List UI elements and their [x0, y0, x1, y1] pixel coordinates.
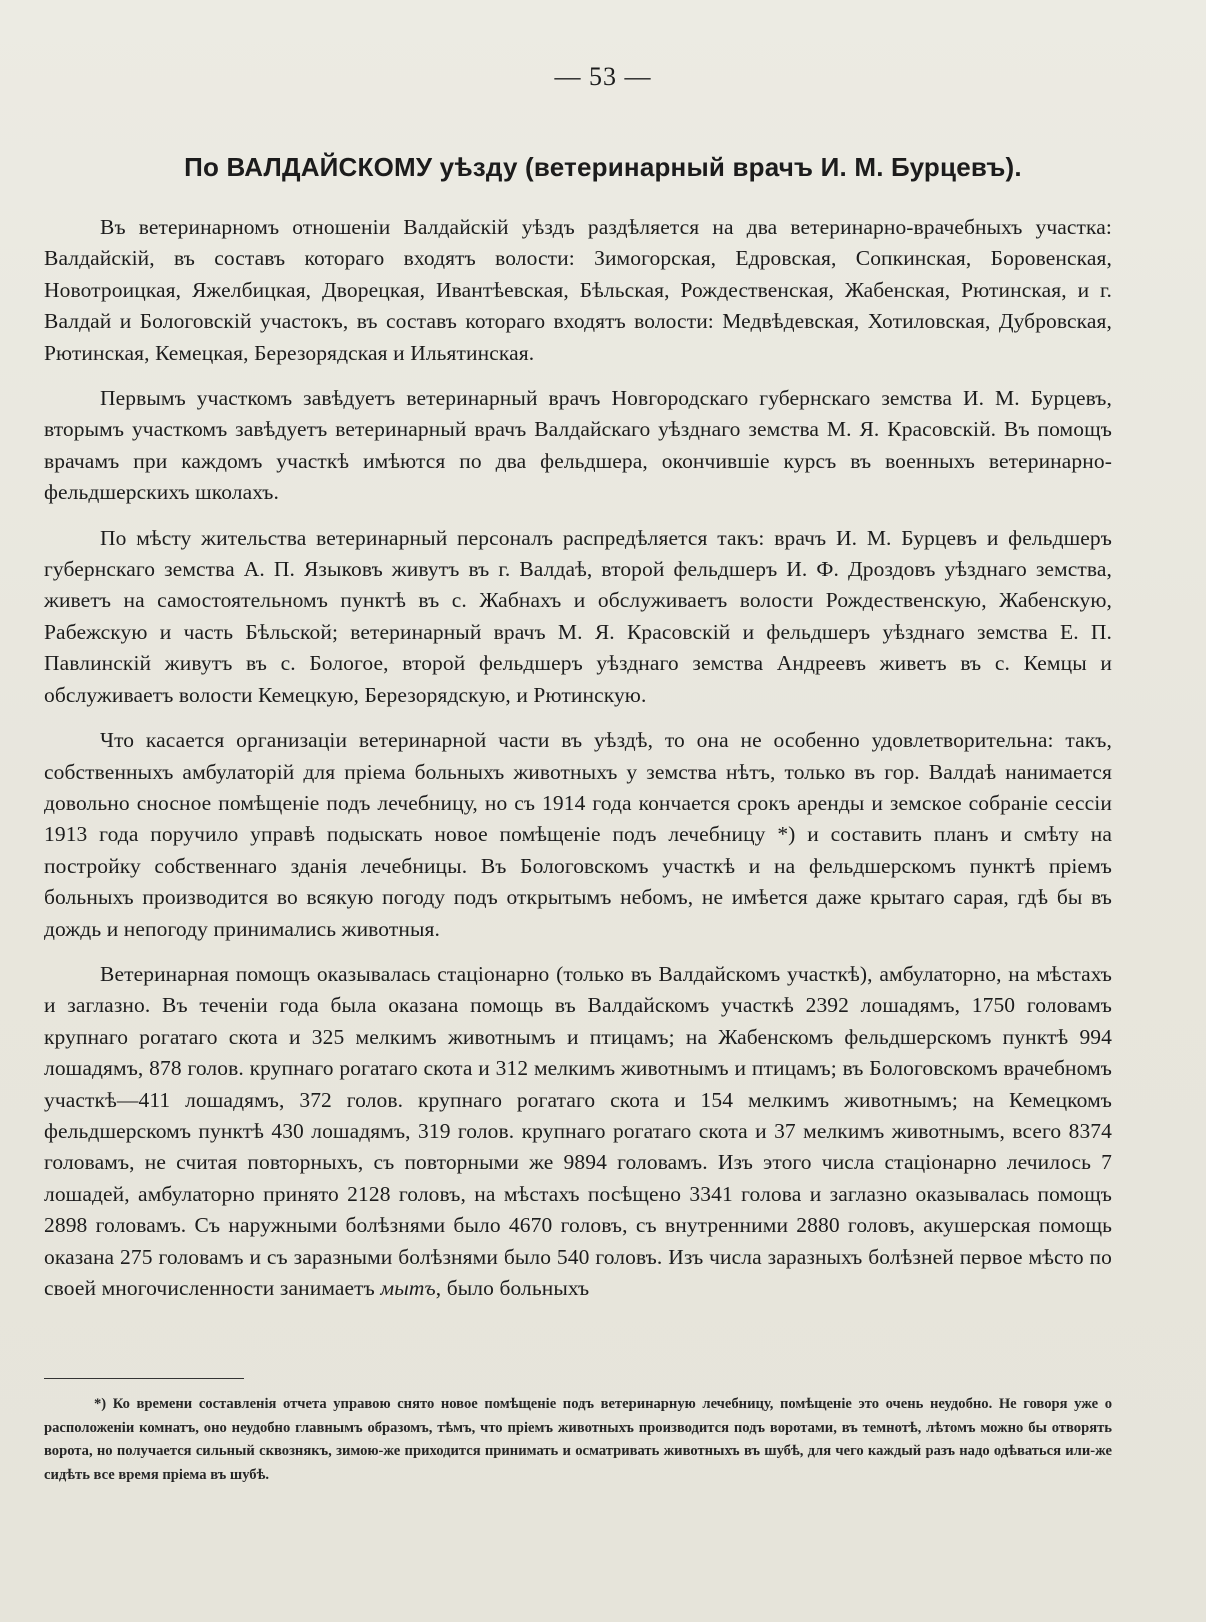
paragraph-3: По мѣсту жительства ветеринарный персоналъ распредѣляется такъ: врачъ И. М. Бурцевъ и фельдшеръ губернскаго земства А. П. Языковъ живутъ въ г. Валдаѣ, второй фельдшеръ И. Ф. Дроздовъ уѣзднаго земства, живетъ на самостоятельномъ пунктѣ въ с. Жабнахъ и обслуживаетъ волости Рождественскую, Жабенскую, Рабежскую и часть Бѣльской; ветеринарный врачъ М. Я. Красовскій и фельдшеръ уѣзднаго земства Е. П. Павлинскій живутъ въ с. Бологое, второй фельдшеръ уѣзднаго земства Андреевъ живетъ въ с. Кемцы и обслуживаетъ волости Кемецкую, Березорядскую, и Рютинскую. — [44, 525, 1112, 707]
page-number: — 53 — — [554, 62, 652, 91]
italic-term: мытъ — [380, 1276, 436, 1300]
footnote-divider — [44, 1378, 244, 1379]
body-text — [44, 212, 1112, 1318]
section-heading: По ВАЛДАЙСКОМУ уѣзду (ветеринарный врачъ И. М. Бурцевъ). — [184, 152, 1022, 182]
paragraph-1: Въ ветеринарномъ отношеніи Валдайскій уѣздъ раздѣляется на два ветеринарно-врачебныхъ участка: Валдайскій, въ составъ котораго входятъ волости: Зимогорская, Едровская, Сопкинская, Боровенская, Новотроицкая, Яжелбицкая, Дворецкая, Ивантѣевская, Бѣльская, Рождественская, Жабенская, Рютинская, и г. Валдай и Бологовскій участокъ, въ составъ котораго входятъ волости: Медвѣдевская, Хотиловская, Дубровская, Рютинская, Кемецкая, Березорядская и Ильятинская. — [44, 215, 1112, 365]
paragraph-2: Первымъ участкомъ завѣдуетъ ветеринарный врачъ Новгородскаго губернскаго земства И. М. Бурцевъ, вторымъ участкомъ завѣдуетъ ветеринарный врачъ Валдайскаго уѣзднаго земства М. Я. Красовскій. Въ помощъ врачамъ при каждомъ участкѣ имѣются по два фельдшера, окончившіе курсъ въ военныхъ ветеринарно-фельдшерскихъ школахъ. — [44, 386, 1112, 505]
paragraph-5-tail: , было больныхъ — [435, 1276, 590, 1300]
footnote: *) Ко времени составленія отчета управою снято новое помѣщеніе подъ ветеринарную лечебницу, помѣщеніе это очень неудобно. Не говоря уже о расположеніи комнатъ, оно неудобно главнымъ образомъ, тѣмъ, что пріемъ животныхъ производится подъ воротами, въ темнотѣ, лѣтомъ можно бы отворять ворота, но получается сильный сквознякъ, зимою-же приходится принимать и осматривать животныхъ въ шубѣ, для чего каждый разъ надо одѣваться или-же сидѣть все время пріема въ шубѣ. — [44, 1396, 1112, 1483]
paragraph-4: Что касается организаціи ветеринарной части въ уѣздѣ, то она не особенно удовлетворительна: такъ, собственныхъ амбулаторій для пріема больныхъ животныхъ у земства нѣтъ, только въ гор. Валдаѣ нанимается довольно сносное помѣщеніе подъ лечебницу, но съ 1914 года кончается срокъ аренды и земское собраніе сессіи 1913 года поручило управѣ подыскать новое помѣщеніе подъ лечебницу *) и составить планъ и смѣту на постройку собственнаго зданія лечебницы. Въ Бологовскомъ участкѣ и на фельдшерскомъ пунктѣ пріемъ больныхъ производится во всякую погоду подъ открытымъ небомъ, не имѣется даже крытаго сарая, гдѣ бы въ дождь и непогоду принимались животныя. — [44, 728, 1112, 941]
paragraph-5-text: Ветеринарная помощъ оказывалась стаціонарно (только въ Валдайскомъ участкѣ), амбулаторно, на мѣстахъ и заглазно. Въ теченіи года была оказана помощь въ Валдайскомъ участкѣ 2392 лошадямъ, 1750 головамъ крупнаго рогатаго скота и 325 мелкимъ животнымъ и птицамъ; на Жабенскомъ фельдшерскомъ пунктѣ 994 лошадямъ, 878 голов. крупнаго рогатаго скота и 312 мелкимъ животнымъ и птицамъ; въ Бологовскомъ врачебномъ участкѣ—411 лошадямъ, 372 голов. крупнаго рогатаго скота и 154 мелкимъ животнымъ; на Кемецкомъ фельдшерскомъ пунктѣ 430 лошадямъ, 319 голов. крупнаго рогатаго скота и 37 мелкимъ животнымъ, всего 8374 головамъ, не считая повторныхъ, съ повторными же 9894 головамъ. Изъ этого числа стаціонарно лечилось 7 лошадей, амбулаторно принято 2128 головъ, на мѣстахъ посѣщено 3341 голова и заглазно оказывалась помощъ 2898 головамъ. Съ наружными болѣзнями было 4670 головъ, съ внутренними 2880 головъ, акушерская помощь оказана 275 головамъ и съ заразными болѣзнями было 540 головъ. Изъ числа заразныхъ болѣзней первое мѣсто по своей многочисленности занимаетъ — [44, 961, 1112, 1300]
paragraph-5 — [44, 959, 1112, 1304]
